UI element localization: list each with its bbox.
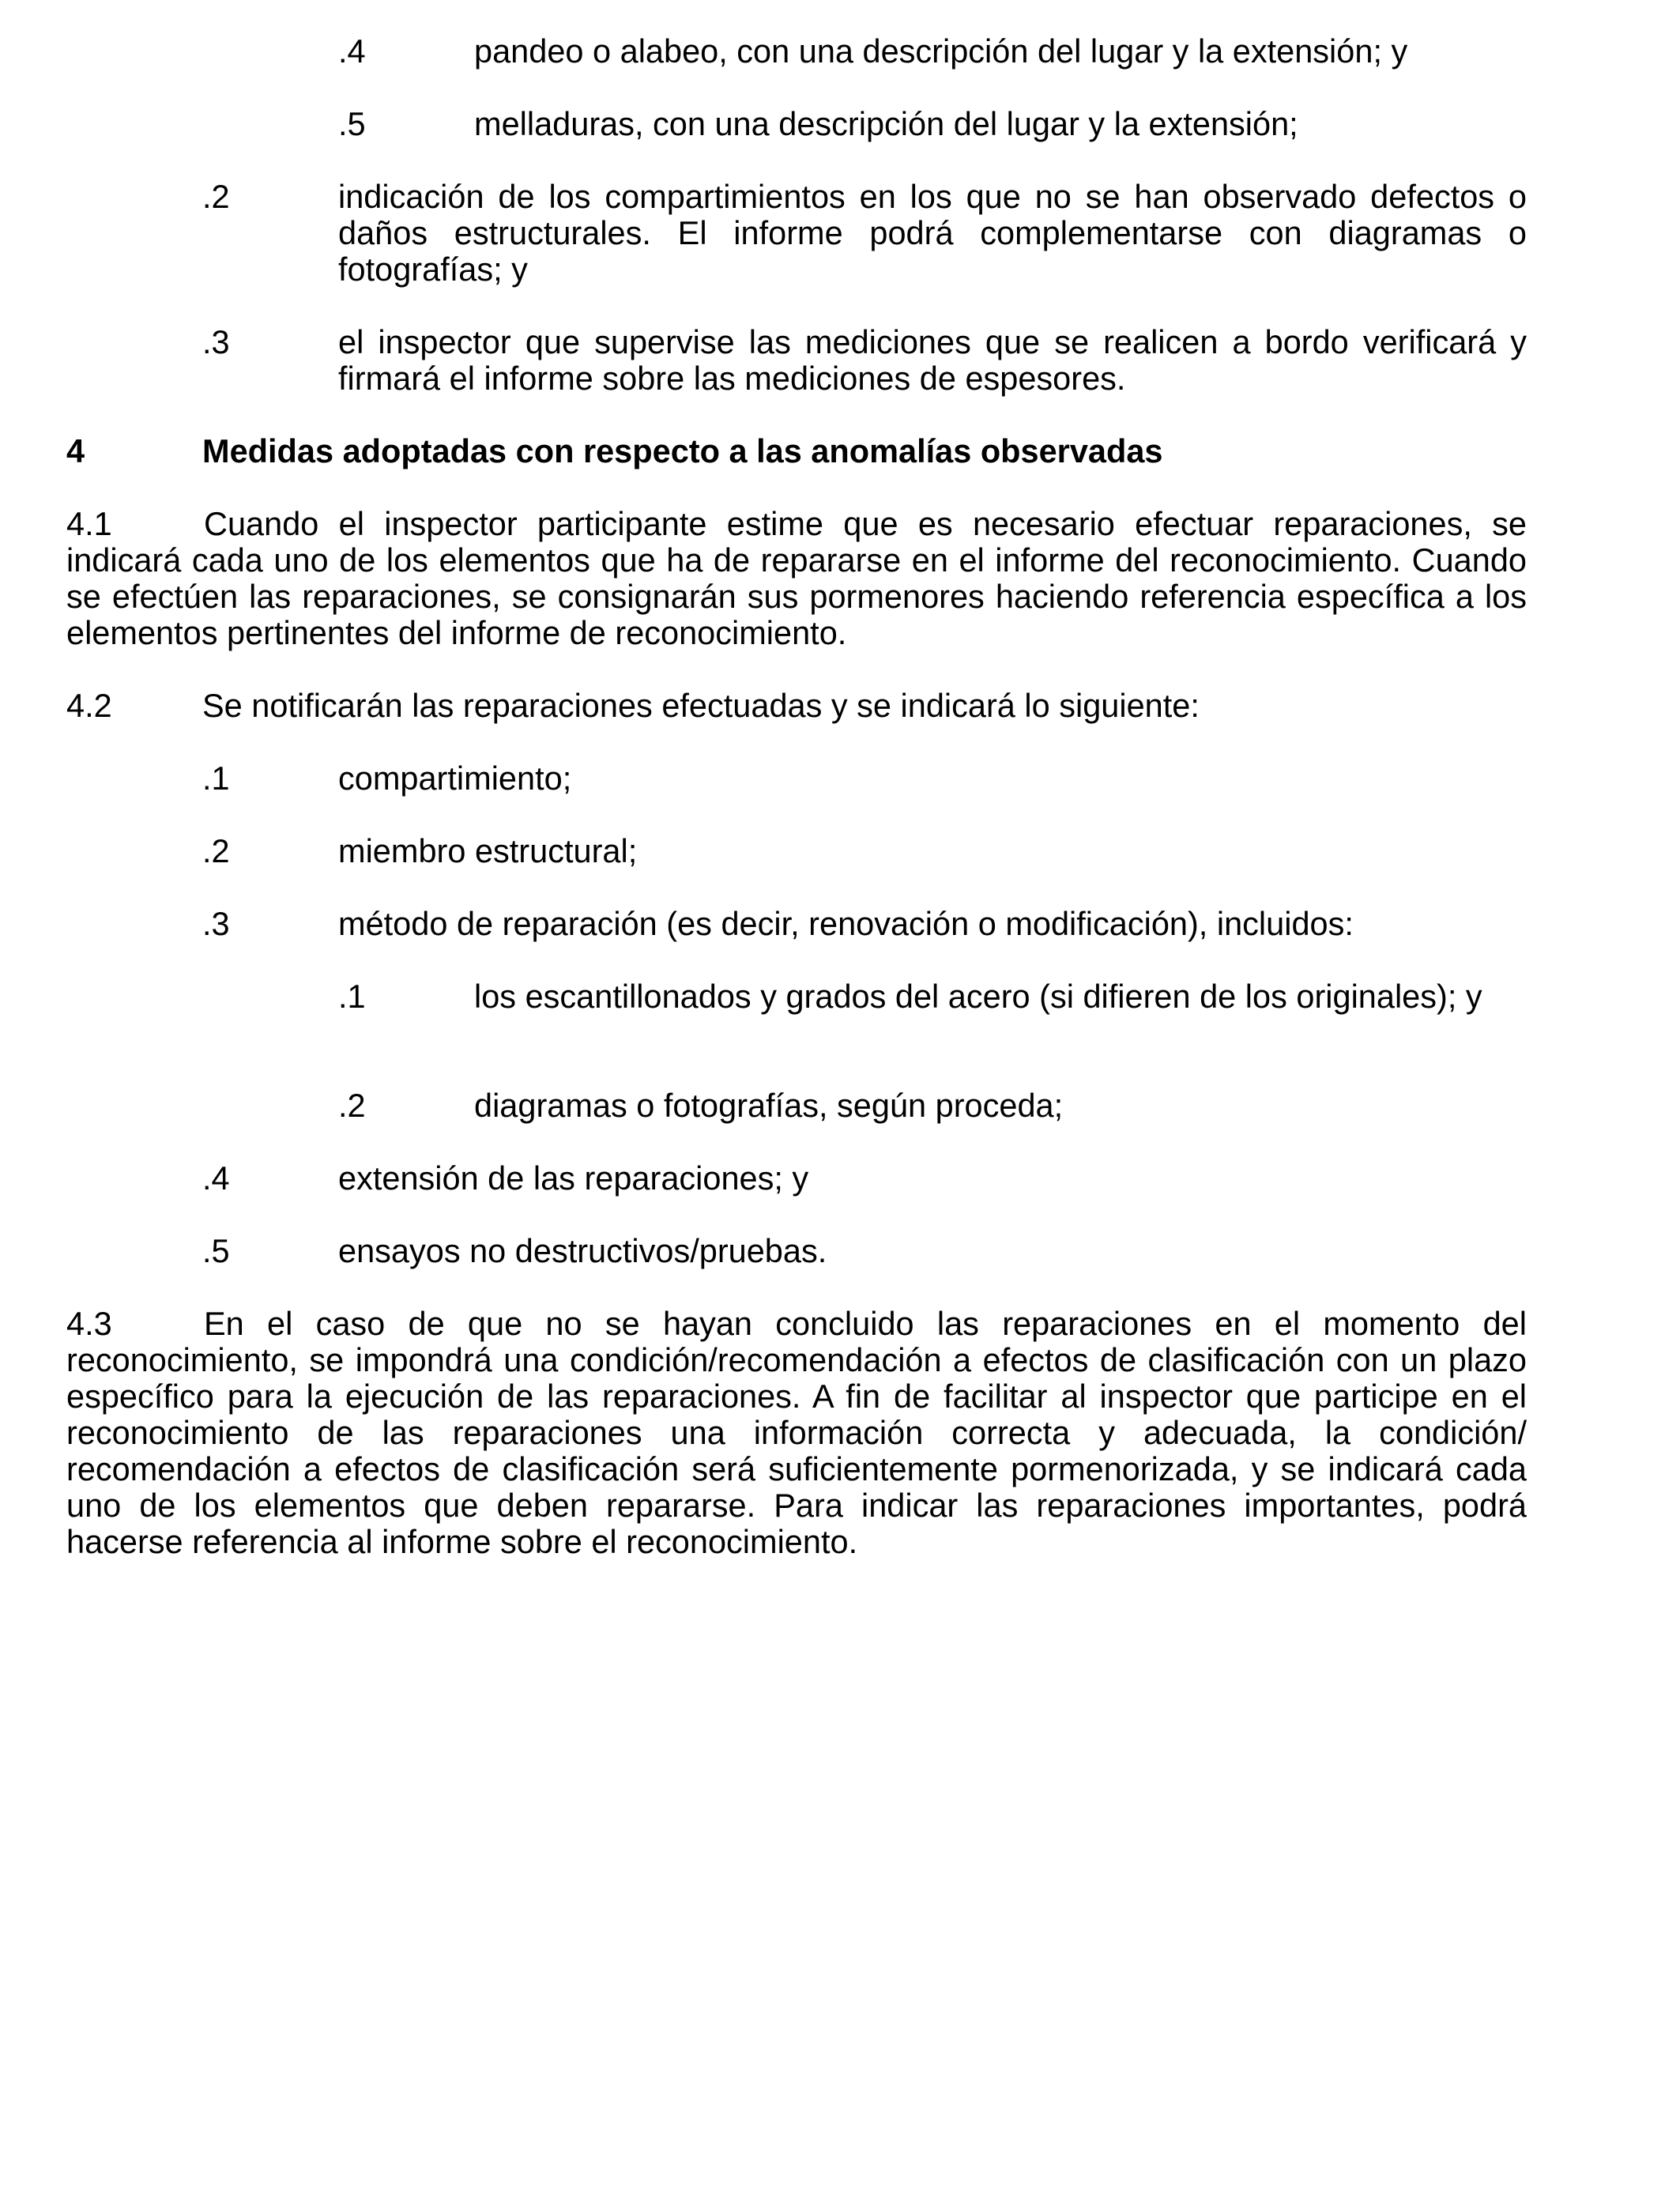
item-text: los escantillonados y grados del acero (si difieren de los originales); y — [474, 978, 1482, 1015]
item-number: .4 — [338, 32, 366, 70]
paragraph-4-1 — [66, 506, 1527, 651]
section-heading — [66, 433, 1527, 469]
item-text: melladuras, con una descripción del lugar y la extensión; — [474, 105, 1298, 142]
list-item — [202, 1160, 1527, 1197]
paragraph-4-2 — [66, 688, 1527, 724]
item-text: ensayos no destructivos/pruebas. — [338, 1232, 827, 1269]
paragraph-number: 4.1 — [66, 505, 112, 542]
list-item — [202, 179, 1527, 288]
item-number: .2 — [202, 832, 230, 869]
paragraph-text: En el caso de que no se hayan concluido las reparaciones en el momento del reconocimiento, se impondrá una condición/recomendación a efectos de clasificación con un plazo específico para la ejecución de las reparaciones. A fin de facilitar al inspector que participe en el reconocimiento de las reparaciones una información correcta y adecuada, la condición/ recomendación a efectos de clasificación será suficientemente pormenorizada, y se indicará cada uno de los elementos que deben repararse. Para indicar las reparaciones importantes, podrá hacerse referencia al informe sobre el reconocimiento. — [66, 1305, 1527, 1560]
list-item — [202, 1233, 1527, 1269]
list-item — [202, 906, 1527, 942]
item-text: el inspector que supervise las mediciones que se realicen a bordo verificará y firmará el informe sobre las mediciones de espesores. — [338, 323, 1527, 397]
item-number: .4 — [202, 1159, 230, 1197]
item-number: .3 — [202, 323, 230, 360]
item-number: .1 — [338, 978, 366, 1015]
item-text: diagramas o fotografías, según proceda; — [474, 1087, 1064, 1124]
list-item — [338, 106, 1527, 142]
item-text: compartimiento; — [338, 760, 572, 797]
list-item — [338, 1088, 1527, 1124]
item-number: .5 — [338, 105, 366, 142]
list-item — [202, 760, 1527, 797]
item-text: método de reparación (es decir, renovación o modificación), incluidos: — [338, 905, 1354, 942]
item-number: .1 — [202, 760, 230, 797]
item-number: .2 — [338, 1087, 366, 1124]
item-number: .2 — [202, 178, 230, 215]
section-title: Medidas adoptadas con respecto a las anomalías observadas — [202, 432, 1163, 469]
item-number: .3 — [202, 905, 230, 942]
paragraph-number: 4.2 — [66, 687, 112, 724]
list-item — [338, 978, 1527, 1015]
item-text: extensión de las reparaciones; y — [338, 1159, 809, 1197]
list-item — [202, 833, 1527, 869]
paragraph-number: 4.3 — [66, 1305, 112, 1342]
item-text: pandeo o alabeo, con una descripción del lugar y la extensión; y — [474, 32, 1408, 70]
item-text: miembro estructural; — [338, 832, 638, 869]
item-text: indicación de los compartimientos en los que no se han observado defectos o daños estructurales. El informe podrá complementarse con diagramas o fotografías; y — [338, 178, 1527, 288]
item-number: .5 — [202, 1232, 230, 1269]
list-item — [338, 33, 1527, 70]
paragraph-text: Cuando el inspector participante estime que es necesario efectuar reparaciones, se indicará cada uno de los elementos que ha de repararse en el informe del reconocimiento. Cuando se efectúen las reparaciones, se consignarán sus pormenores haciendo referencia específica a los elementos pertinentes del informe de reconocimiento. — [66, 505, 1527, 651]
section-number: 4 — [66, 432, 85, 469]
paragraph-4-3 — [66, 1306, 1527, 1560]
list-item — [202, 324, 1527, 397]
paragraph-text: Se notificarán las reparaciones efectuadas y se indicará lo siguiente: — [202, 687, 1200, 724]
